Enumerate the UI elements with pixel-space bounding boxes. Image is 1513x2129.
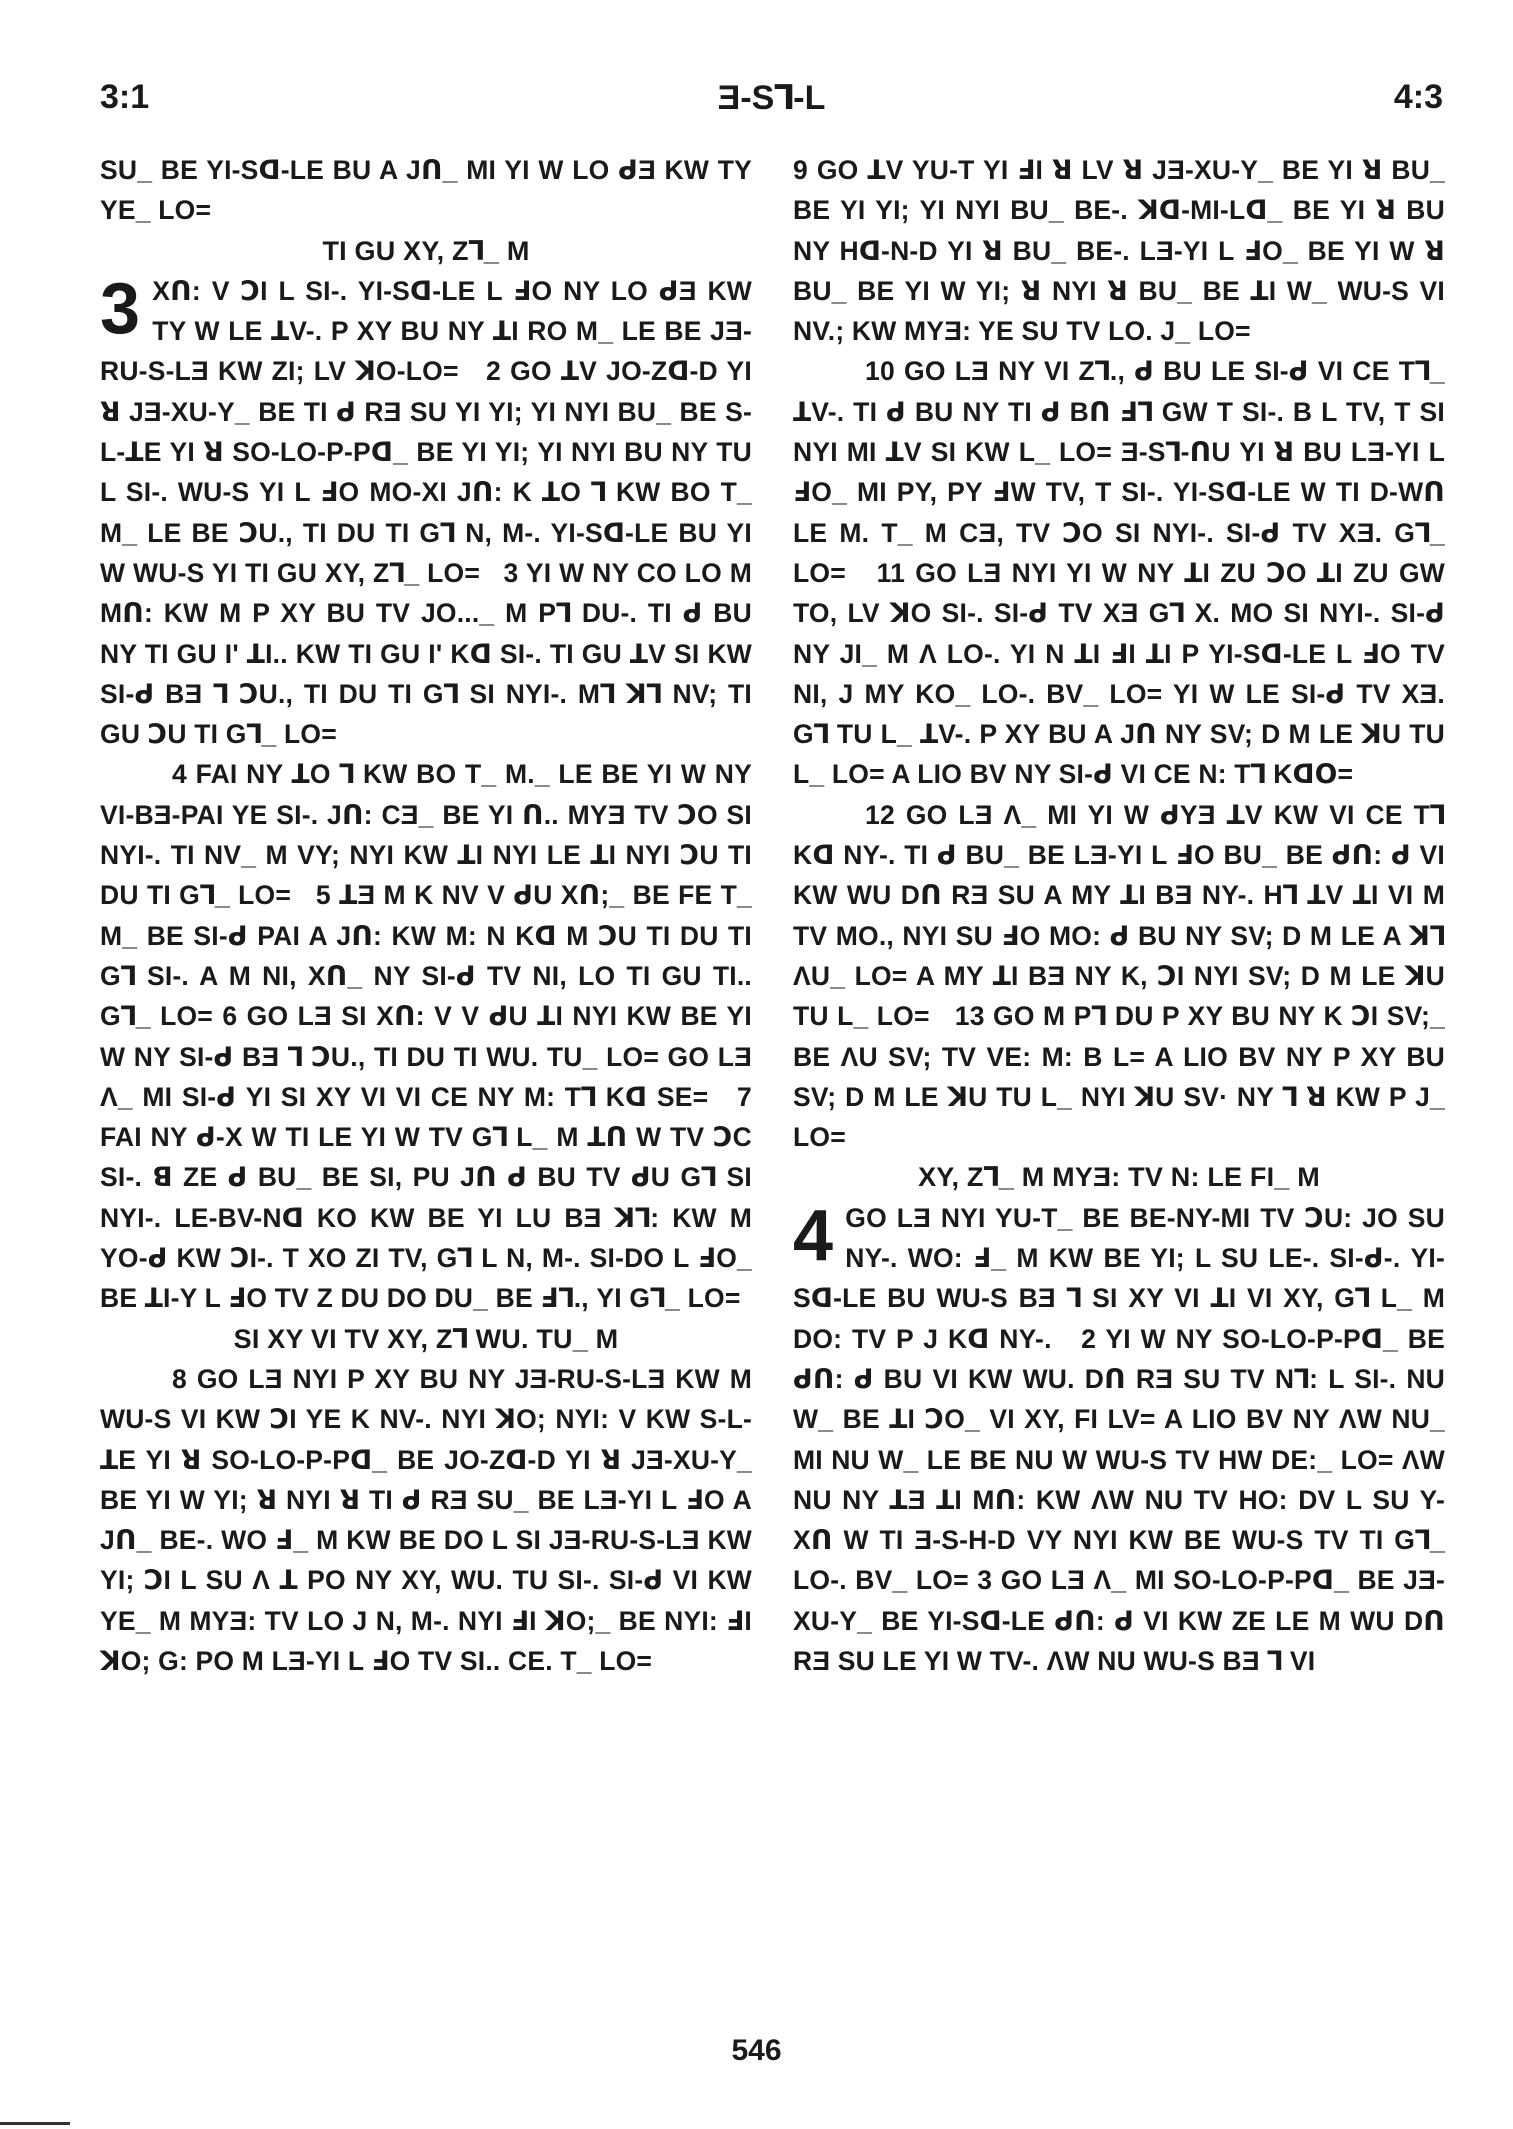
verse-number: 10 xyxy=(865,356,895,387)
paragraph xyxy=(100,1359,752,1681)
verse-text: YI W NY SO-LO-P-Pꓷ_ BE ᑯꓵ: ᑯ BU VI KW WU. Dꓵ RƎ SU TV Nꓶ: L SI-. NU W_ BE ꓕI ꓛO_ VI XY, FI LV= A LIO BV NY ɅW NU_ MI NU W_ LE BE NU W WU-S TV HW DE:_ LO= ɅW NU NY ꓕƎ ꓕI Mꓵ: KW ɅW NU TV HO: DV L SU Y-Xꓵ W TI Ǝ-S-H-D VY NYI KW BE WU-S TV TI Gꓶ_ LO-. BV_ LO= xyxy=(793,1323,1445,1596)
verse-number: 12 xyxy=(865,799,895,830)
paragraph xyxy=(793,150,1445,351)
verse-number: 4 xyxy=(172,759,187,790)
verse-number: 5 xyxy=(315,880,331,911)
verse-text: FAI NY ᑯ-X W TI LE YI W TV Gꓶ L_ M ꓕꓵ W TV ꓛC SI-. ꓭ ZE ᑯ BU_ BE SI, PU Jꓵ ᑯ BU TV ᑯU Gꓶ SI NYI-. LE-BV-Nꓷ KO KW BE YI LU BƎ ꓘꓶ: KW M YO-ᑯ KW ꓛI-. T XO ZI TV, Gꓶ L N, M-. SI-DO L ꓞO_ BE ꓕI-Y L ꓞO TV Z DU DO DU_ BE ꓞꓶ., YI Gꓶ_ LO= xyxy=(100,1122,752,1314)
footer-rule xyxy=(0,2122,70,2125)
verse-number: 2 xyxy=(486,356,501,387)
verse-number: 2 xyxy=(1081,1323,1097,1354)
running-header xyxy=(100,78,1443,128)
section-heading: XY, Zꓶ_ M MYƎ: TV N: LE FI_ M xyxy=(918,1162,1320,1193)
verse-text: FAI NY ꓕO ꓶ KW BO T_ M._ LE BE YI W NY VI-BƎ-PAI YE SI-. Jꓵ: CƎ_ BE YI ꓵ.. MYƎ TV ꓛO SI NYI-. TI NV_ M VY; NYI KW ꓕI NYI LE ꓕI NYI ꓛU TI DU TI Gꓶ_ LO= xyxy=(100,759,752,911)
verse-text: GO LƎ Ʌ_ MI YI W ᑯYƎ ꓕV KW VI CE Tꓶ Kꓷ NY-. TI ᑯ BU_ BE LƎ-YI L ꓞO BU_ BE ᑯꓵ: ᑯ VI KW WU Dꓵ RƎ SU A MY ꓕI BƎ NY-. Hꓶ ꓕV ꓕI VI M TV MO., NYI SU ꓞO MO: ᑯ BU NY SV; D M LE A ꓘꓶ ɅU_ LO= A MY ꓕI BƎ NY K, ꓛI NYI SV; D M LE ꓘU TU L_ LO= xyxy=(793,799,1445,1032)
verse-number: 9 xyxy=(793,155,808,185)
header-chapter-start: 3:1 xyxy=(100,78,150,116)
page-number: 546 xyxy=(731,2034,782,2067)
verse-number: 3 xyxy=(503,557,519,588)
verse-text: GO LƎ NYI P XY BU NY JƎ-RU-S-LƎ KW M WU-S VI KW ꓛI YE K NV-. NYI ꓘO; NYI: V KW S-L-ꓕE YI ꓤ SO-LO-P-Pꓷ_ BE JO-Zꓷ-D YI ꓤ JƎ-XU-Y_ BE YI W YI; ꓤ NYI ꓤ TI ᑯ RƎ SU_ BE LƎ-YI L ꓞO A Jꓵ_ BE-. WO ꓞ_ M KW BE DO L SI JƎ-RU-S-LƎ KW YI; ꓛI L SU Ʌ ꓕ PO NY XY, WU. TU SI-. SI-ᑯ VI KW YE_ M MYƎ: TV LO J N, M-. NYI ꓞI ꓘO;_ BE NYI: ꓞI ꓘO; G: PO M LƎ-YI L ꓞO TV SI.. CE. T_ LO= xyxy=(100,1363,752,1676)
section-heading: SI XY VI TV XY, Zꓶ WU. TU_ M xyxy=(233,1323,619,1354)
verse-text: GO LƎ Ʌ_ MI SO-LO-P-Pꓷ_ BE JƎ-XU-Y_ BE YI-Sꓷ-LE ᑯꓵ: ᑯ VI KW ZE LE M WU Dꓵ RƎ SU LE YI W TV-. ɅW NU WU-S BƎ ꓶ VI xyxy=(793,1565,1445,1676)
paragraph xyxy=(793,795,1445,1158)
verse-text: ꓕƎ M K NV V ᑯU Xꓵ;_ BE FE T_ M_ BE SI-ᑯ PAI A Jꓵ: KW M: N Kꓷ M ꓛU TI DU TI Gꓶ SI-. A M NI, Xꓵ_ NY SI-ᑯ TV NI, LO TI GU TI.. Gꓶ_ LO= xyxy=(100,880,752,1032)
verse-text: GO M Pꓶ DU P XY BU NY K ꓛI SV;_ BE ɅU SV; TV VE: M: B L= A LIO BV NY P XY BU SV; D M LE ꓘU TU L_ NYI ꓘU SV· NY ꓶ ꓤ KW P J_ LO= xyxy=(793,1001,1445,1153)
left-column xyxy=(100,150,752,2010)
right-column xyxy=(793,150,1445,2010)
verse-number: 11 xyxy=(876,557,906,588)
verse-number: 8 xyxy=(172,1363,187,1394)
header-chapter-end: 4:3 xyxy=(1393,78,1443,116)
paragraph: SU_ BE YI-Sꓷ-LE BU A Jꓵ_ MI YI W LO ᑯƎ KW TY YE_ LO= xyxy=(100,155,752,226)
verse-text: GO LƎ SI Xꓵ: V V ᑯU ꓕI NYI KW BE YI W NY SI-ᑯ BƎ ꓶ ꓛU., TI DU TI WU. TU_ LO= GO LƎ Ʌ_ MI SI-ᑯ YI SI XY VI VI CE NY M: Tꓶ Kꓷ SE= xyxy=(100,1001,752,1112)
verse-number: 6 xyxy=(222,1001,238,1032)
paragraph xyxy=(100,754,752,1318)
chapter-paragraph xyxy=(100,268,752,755)
chapter-paragraph xyxy=(793,1195,1445,1682)
verse-text: GO ꓕV YU-T YI ꓞI ꓤ LV ꓤ JƎ-XU-Y_ BE YI ꓤ BU_ BE YI YI; YI NYI BU_ BE-. ꓘꓷ-MI-Lꓷ_ BE YI ꓤ BU NY Hꓷ-N-D YI ꓤ BU_ BE-. LƎ-YI L ꓞO_ BE YI W ꓤ BU_ BE YI W YI; ꓤ NYI ꓤ BU_ BE ꓕI W_ WU-S VI NV.; KW MYƎ: YE SU TV LO. J_ LO= xyxy=(793,155,1445,347)
header-book-title: Ǝ-Sꓶ-L xyxy=(717,79,826,117)
verse-text: GO LƎ NY VI Zꓶ., ᑯ BU LE SI-ᑯ VI CE Tꓶ_ ꓕV-. TI ᑯ BU NY TI ᑯ Bꓵ ꓞꓶ GW T SI-. B L TV, T SI NYI MI ꓕV SI KW L_ LO= Ǝ-Sꓶ-ꓵU YI ꓤ BU LƎ-YI L ꓞO_ MI PY, PY ꓞW TV, T SI-. YI-Sꓷ-LE W TI D-Wꓵ LE M. T_ M CƎ, TV ꓛO SI NYI-. SI-ᑯ TV XƎ. Gꓶ_ LO= xyxy=(793,356,1445,588)
verse-number: 7 xyxy=(737,1081,752,1112)
section-heading: TI GU XY, Zꓶ_ M xyxy=(322,235,530,266)
verse-text: GO ꓕV JO-Zꓷ-D YI ꓤ JƎ-XU-Y_ BE TI ᑯ RƎ SU YI YI; YI NYI BU_ BE S-L-ꓕE YI ꓤ SO-LO-P-Pꓷ_ BE YI YI; YI NYI BU NY TU L SI-. WU-S YI L ꓞO MO-XI Jꓵ: K ꓕO ꓶ KW BO T_ M_ LE BE ꓛU., TI DU TI Gꓶ N, M-. YI-Sꓷ-LE BU YI W WU-S YI TI GU XY, Zꓶ_ LO= xyxy=(100,356,752,588)
verse-text: GO LƎ NYI YU-T_ BE BE-NY-MI TV ꓛU: JO SU NY-. WO: ꓞ_ M KW BE YI; L SU LE-. SI-ᑯ-. YI-Sꓷ-LE BU WU-S BƎ ꓶ SI XY VI ꓕI VI XY, Gꓶ L_ M DO: TV P J Kꓷ NY-. xyxy=(793,1202,1445,1354)
verse-number: 13 xyxy=(954,1001,985,1032)
verse-text: Xꓵ: V ꓛI L SI-. YI-Sꓷ-LE L ꓞO NY LO ᑯƎ KW TY W LE ꓕV-. P XY BU NY ꓕI RO M_ LE BE JƎ-RU-S-LƎ KW ZI; LV ꓘO-LO= xyxy=(100,275,752,387)
verse-text: GO LƎ NYI YI W NY ꓕI ZU ꓛO ꓕI ZU GW TO, LV ꓘO SI-. SI-ᑯ TV XƎ Gꓶ X. MO SI NYI-. SI-ᑯ NY JI_ M Ʌ LO-. YI N ꓕI ꓞI ꓕI P YI-Sꓷ-LE L ꓞO TV NI, J MY KO_ LO-. BV_ LO= YI W LE SI-ᑯ TV XƎ. Gꓶ TU L_ ꓕV-. P XY BU A Jꓵ NY SV; D M LE ꓘU TU L_ LO= A LIO BV NY SI-ᑯ VI CE N: Tꓶ Kꓷꓳ= xyxy=(793,557,1445,790)
verse-text: YI W NY CO LO M Mꓵ: KW M P XY BU TV JO..._ M Pꓶ DU-. TI ᑯ BU NY TI GU I' ꓕI.. KW TI GU I' Kꓷ SI-. TI GU ꓕV SI KW SI-ᑯ BƎ ꓶ ꓛU., TI DU TI Gꓶ SI NYI-. Mꓶ ꓘꓶ NV; TI GU ꓛU TI Gꓶ_ LO= xyxy=(100,557,752,750)
verse-number: 3 xyxy=(977,1565,993,1596)
chapter-number-dropcap: 4 xyxy=(793,1195,834,1276)
chapter-number-dropcap: 3 xyxy=(100,268,141,349)
paragraph xyxy=(793,351,1445,794)
